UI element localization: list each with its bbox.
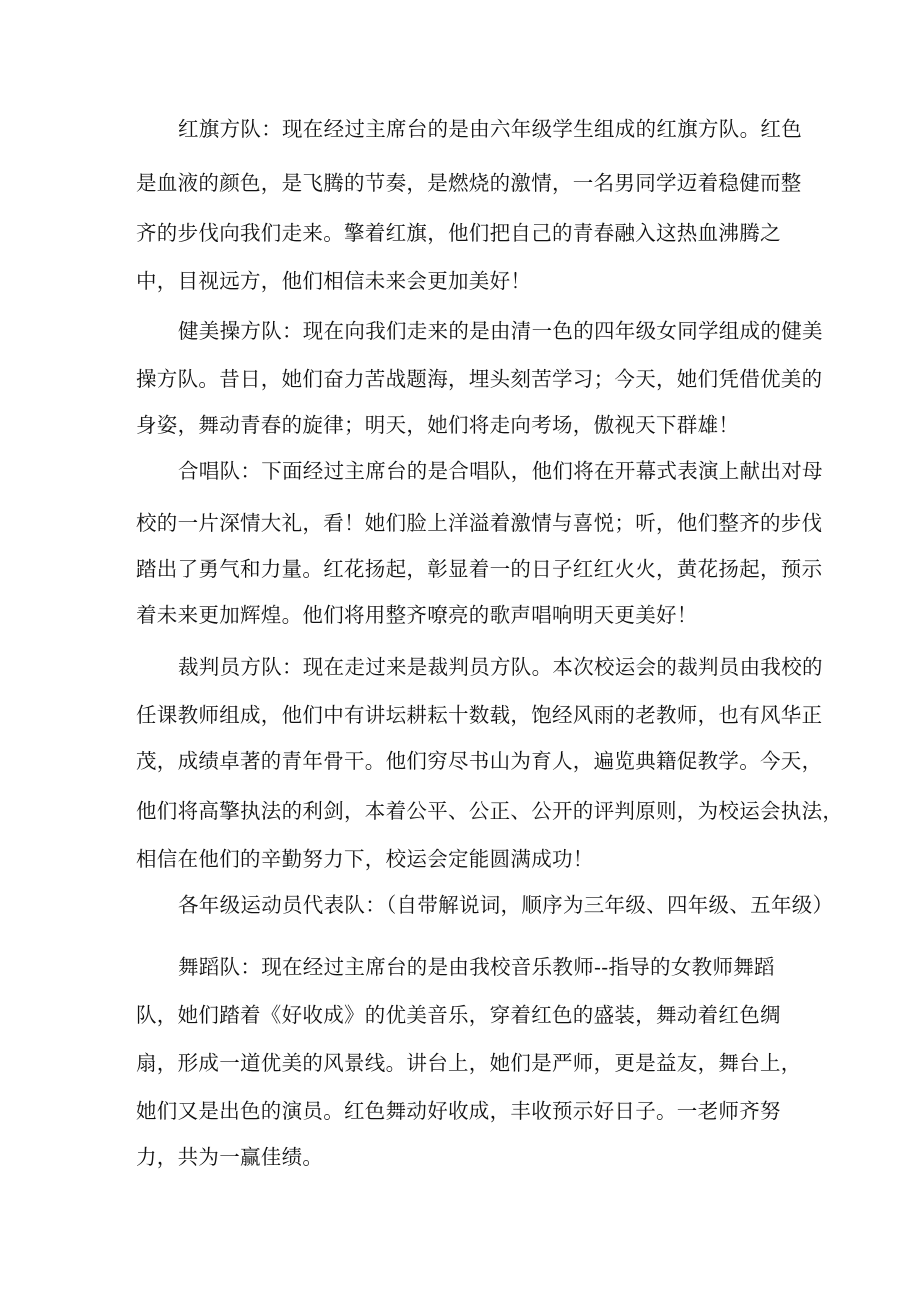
paragraph-2-line-2: 操方队。昔日，她们奋力苦战题海，埋头刻苦学习；今天，她们凭借优美的 xyxy=(136,367,823,391)
paragraph-1-line-2: 是血液的颜色，是飞腾的节奏，是燃烧的激情，一名男同学迈着稳健而整 xyxy=(136,171,802,195)
paragraph-4-line-5: 相信在他们的辛勤努力下，校运会定能圆满成功！ xyxy=(136,847,594,871)
paragraph-2-line-3: 身姿，舞动青春的旋律；明天，她们将走向考场，傲视天下群雄！ xyxy=(136,413,740,437)
paragraph-6-line-5: 力，共为一赢佳绩。 xyxy=(136,1145,324,1169)
paragraph-4-line-4: 他们将高擎执法的利剑，本着公平、公正、公开的评判原则，为校运会执法， xyxy=(136,799,844,823)
paragraph-5-line-1: 各年级运动员代表队：（自带解说词，顺序为三年级、四年级、五年级） xyxy=(178,893,834,917)
paragraph-4-line-1: 裁判员方队：现在走过来是裁判员方队。本次校运会的裁判员由我校的 xyxy=(178,655,823,679)
paragraph-6-line-4: 她们又是出色的演员。红色舞动好收成，丰收预示好日子。一老师齐努 xyxy=(136,1099,781,1123)
paragraph-4-line-2: 任课教师组成，他们中有讲坛耕耘十数载，饱经风雨的老教师，也有风华正 xyxy=(136,703,823,727)
paragraph-6-line-2: 队，她们踏着《好收成》的优美音乐，穿着红色的盛装，舞动着红色绸 xyxy=(136,1003,781,1027)
paragraph-2-line-1: 健美操方队：现在向我们走来的是由清一色的四年级女同学组成的健美 xyxy=(178,319,823,343)
paragraph-4-line-3: 茂，成绩卓著的青年骨干。他们穷尽书山为育人，遍览典籍促教学。今天， xyxy=(136,749,823,773)
paragraph-6-line-3: 扇，形成一道优美的风景线。讲台上，她们是严师，更是益友，舞台上， xyxy=(136,1051,802,1075)
paragraph-3-line-2: 校的一片深情大礼，看！她们脸上洋溢着激情与喜悦；听，他们整齐的步伐 xyxy=(136,511,823,535)
paragraph-1-line-1: 红旗方队：现在经过主席台的是由六年级学生组成的红旗方队。红色 xyxy=(178,117,802,141)
paragraph-6-line-1: 舞蹈队：现在经过主席台的是由我校音乐教师--指导的女教师舞蹈 xyxy=(178,955,775,979)
paragraph-3-line-1: 合唱队：下面经过主席台的是合唱队，他们将在开幕式表演上献出对母 xyxy=(178,459,823,483)
paragraph-3-line-4: 着未来更加辉煌。他们将用整齐嘹亮的歌声唱响明天更美好！ xyxy=(136,603,698,627)
paragraph-1-line-3: 齐的步伐向我们走来。擎着红旗，他们把自己的青春融入这热血沸腾之 xyxy=(136,221,781,245)
paragraph-3-line-3: 踏出了勇气和力量。红花扬起，彰显着一的日子红红火火，黄花扬起，预示 xyxy=(136,557,823,581)
paragraph-1-line-4: 中，目视远方，他们相信未来会更加美好！ xyxy=(136,269,532,293)
